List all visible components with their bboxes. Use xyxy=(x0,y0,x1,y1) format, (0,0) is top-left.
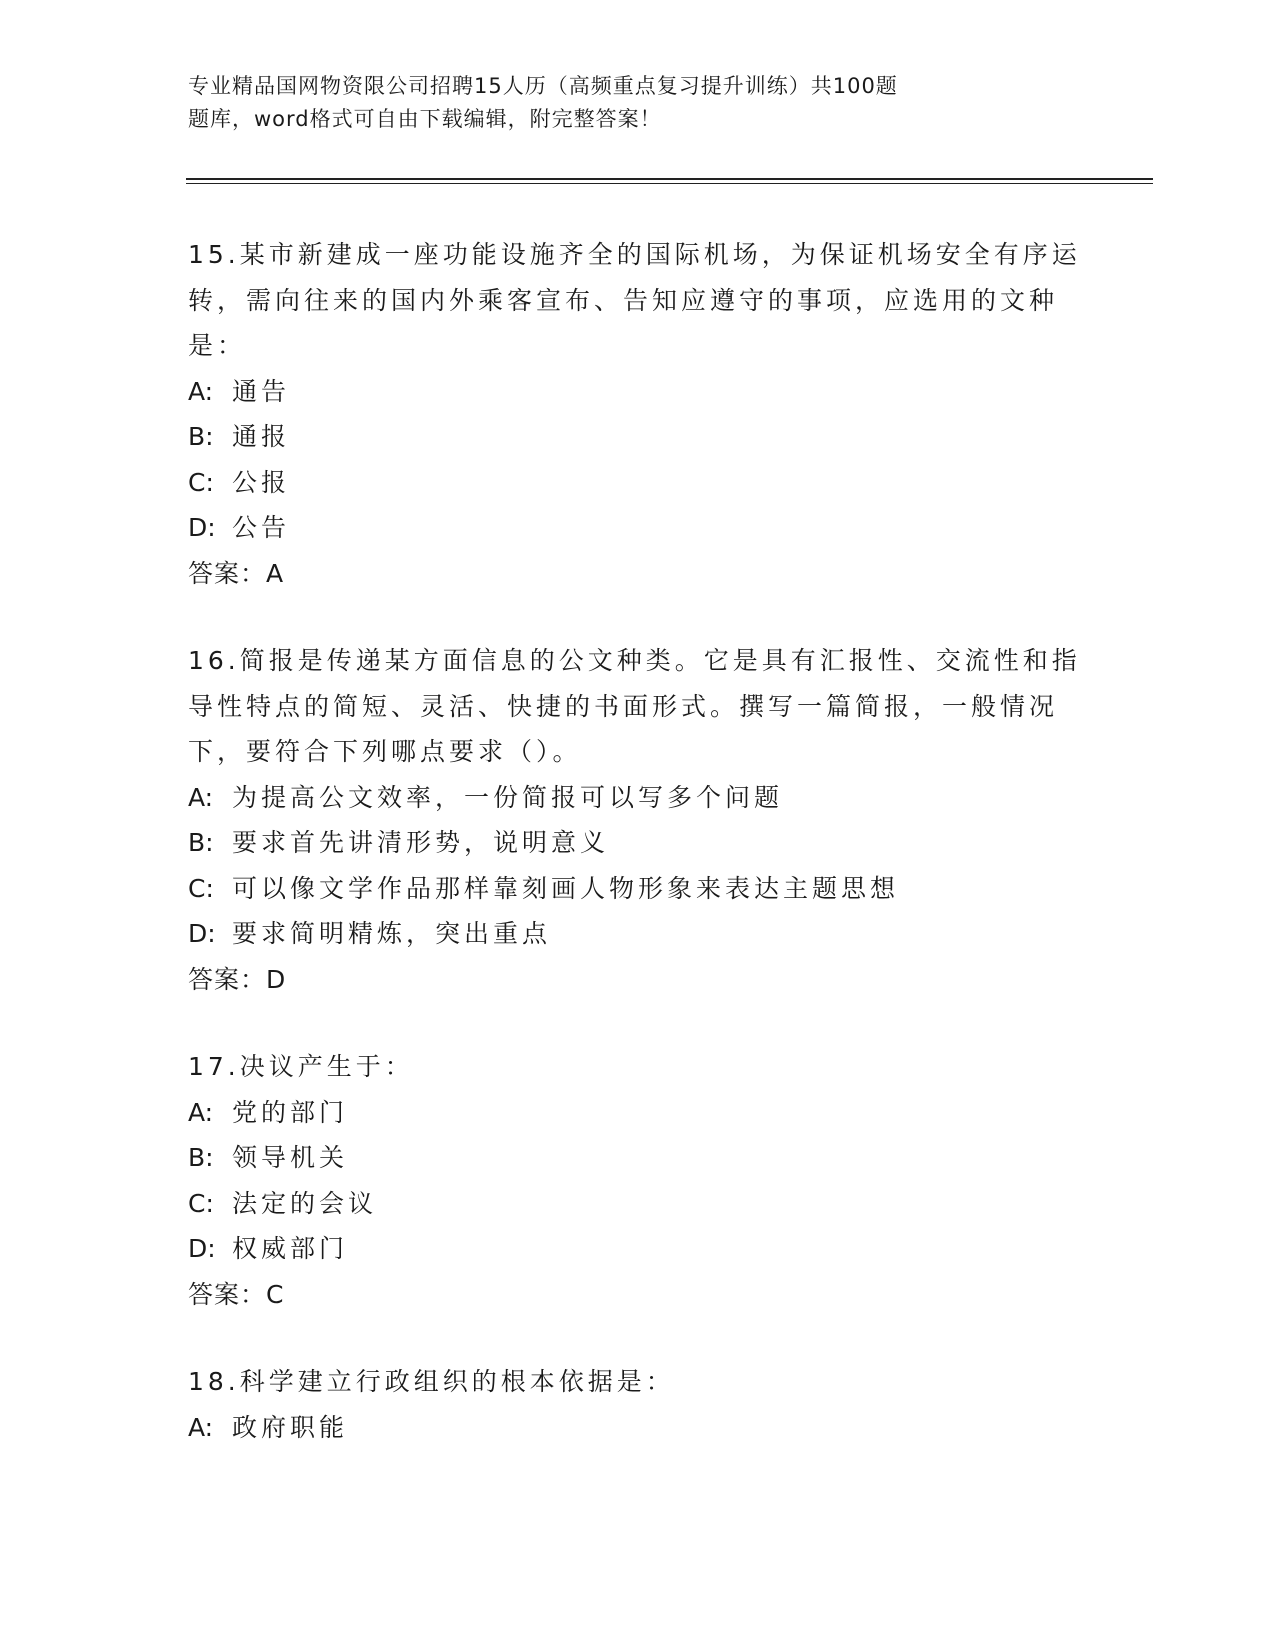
question-17 xyxy=(188,1044,1088,1317)
question-15 xyxy=(188,232,1088,596)
option-a xyxy=(188,1405,1088,1451)
option-c xyxy=(188,866,1088,912)
option-d xyxy=(188,505,1088,551)
question-16 xyxy=(188,638,1088,1002)
option-key: C: xyxy=(188,873,214,903)
option-text: 权威部门 xyxy=(232,1234,349,1263)
header-title-line-2: 题库，word格式可自由下载编辑，附完整答案！ xyxy=(188,107,662,131)
option-key: A: xyxy=(188,782,214,812)
option-text: 为提高公文效率，一份简报可以写多个问题 xyxy=(232,782,784,812)
option-key: B: xyxy=(188,828,214,857)
option-b xyxy=(188,1135,1088,1181)
option-key: C: xyxy=(188,1188,214,1218)
option-key: D: xyxy=(188,513,216,542)
question-text: 16.简报是传递某方面信息的公文种类。它是具有汇报性、交流性和指 xyxy=(188,646,1081,675)
option-b xyxy=(188,820,1088,866)
question-text: 15.某市新建成一座功能设施齐全的国际机场，为保证机场安全有序运 xyxy=(188,240,1081,269)
option-d xyxy=(188,911,1088,957)
option-a xyxy=(188,775,1088,821)
answer-line: 答案：D xyxy=(188,964,287,994)
option-text: 政府职能 xyxy=(232,1412,349,1442)
header-title-line-1: 专业精品国网物资限公司招聘15人历（高频重点复习提升训练）共100题 xyxy=(188,74,898,98)
answer-line: 答案：A xyxy=(188,558,285,588)
option-key: B: xyxy=(188,1143,214,1172)
document-header xyxy=(188,70,1008,136)
option-text: 通报 xyxy=(232,422,291,451)
header-divider-thin xyxy=(186,183,1153,184)
option-c xyxy=(188,460,1088,506)
option-key: A: xyxy=(188,1412,214,1442)
question-text: 导性特点的简短、灵活、快捷的书面形式。撰写一篇简报，一般情况 xyxy=(188,691,1059,721)
option-text: 领导机关 xyxy=(232,1143,349,1172)
option-text: 公报 xyxy=(232,467,291,497)
option-text: 法定的会议 xyxy=(232,1188,378,1218)
option-c xyxy=(188,1181,1088,1227)
option-b xyxy=(188,414,1088,460)
question-text: 下，要符合下列哪点要求（）。 xyxy=(188,737,582,766)
option-text: 要求首先讲清形势，说明意义 xyxy=(232,828,610,857)
option-text: 通告 xyxy=(232,376,291,406)
answer-line: 答案：C xyxy=(188,1279,285,1309)
option-a xyxy=(188,369,1088,415)
question-text: 18.科学建立行政组织的根本依据是： xyxy=(188,1367,675,1396)
option-text: 可以像文学作品那样靠刻画人物形象来表达主题思想 xyxy=(232,873,900,903)
option-text: 要求简明精炼，突出重点 xyxy=(232,919,552,948)
question-text: 17.决议产生于： xyxy=(188,1052,414,1081)
option-key: C: xyxy=(188,467,214,497)
question-18 xyxy=(188,1359,1088,1450)
option-text: 公告 xyxy=(232,513,291,542)
question-list xyxy=(188,232,1088,1492)
option-key: A: xyxy=(188,376,214,406)
option-key: A: xyxy=(188,1097,214,1127)
header-divider-thick xyxy=(186,178,1153,180)
option-d xyxy=(188,1226,1088,1272)
question-text: 是： xyxy=(188,331,247,360)
question-text: 转，需向往来的国内外乘客宣布、告知应遵守的事项，应选用的文种 xyxy=(188,285,1059,315)
option-key: D: xyxy=(188,919,216,948)
option-text: 党的部门 xyxy=(232,1097,349,1127)
option-a xyxy=(188,1090,1088,1136)
option-key: D: xyxy=(188,1234,216,1263)
option-key: B: xyxy=(188,422,214,451)
